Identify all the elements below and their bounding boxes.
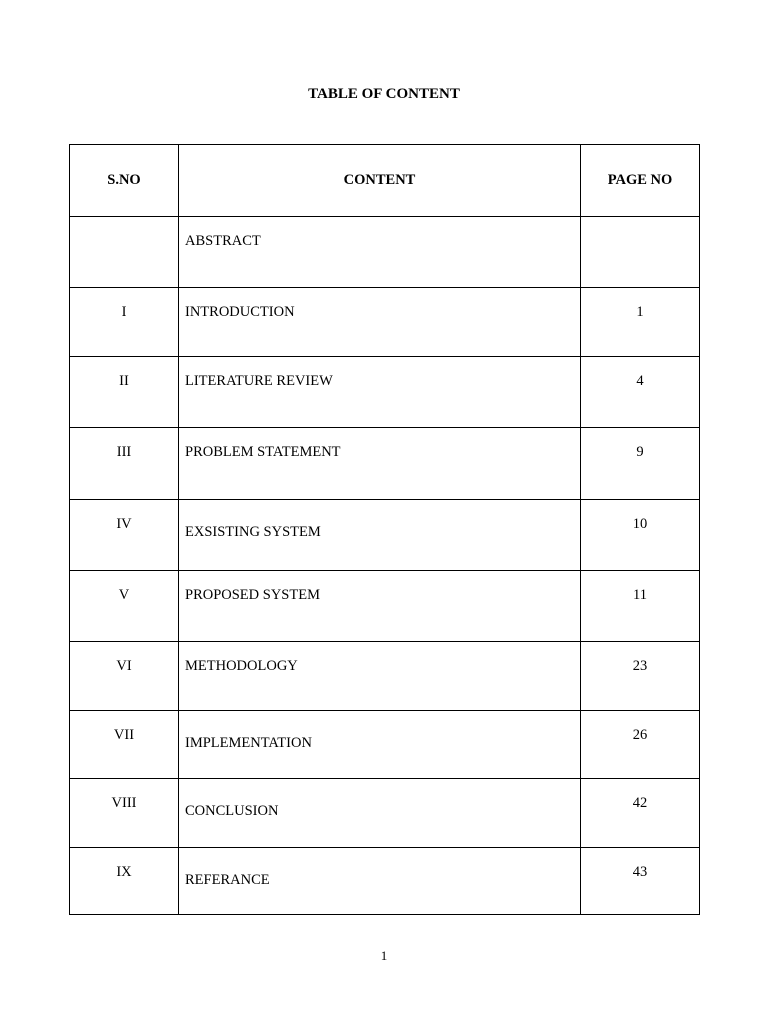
- page-text: [581, 217, 699, 233]
- header-sno: S.NO: [70, 145, 179, 217]
- sno-cell: [70, 217, 179, 288]
- page-cell: [581, 571, 700, 642]
- table-row: [70, 428, 700, 500]
- content-text: PROPOSED SYSTEM: [185, 587, 320, 603]
- content-text: METHODOLOGY: [185, 658, 298, 674]
- content-text: ABSTRACT: [185, 233, 261, 249]
- page-text: 26: [632, 727, 648, 743]
- page-text: 10: [632, 516, 648, 532]
- page-text: 43: [632, 864, 648, 880]
- content-cell: [179, 711, 581, 779]
- content-cell: [179, 217, 581, 288]
- sno-text: I: [121, 304, 127, 320]
- sno-cell: [70, 428, 179, 500]
- sno-text: IV: [116, 516, 132, 532]
- table-row: [70, 500, 700, 571]
- page-text: 42: [632, 795, 648, 811]
- page-cell: [581, 288, 700, 357]
- page-cell: [581, 779, 700, 848]
- sno-cell: [70, 779, 179, 848]
- table-row: [70, 711, 700, 779]
- content-text: INTRODUCTION: [185, 304, 295, 320]
- page-text: 9: [636, 444, 644, 460]
- page-cell: [581, 428, 700, 500]
- sno-cell: [70, 848, 179, 915]
- page-cell: [581, 642, 700, 711]
- document-title: TABLE OF CONTENT: [308, 86, 460, 102]
- page-text: 23: [632, 658, 648, 674]
- sno-cell: [70, 500, 179, 571]
- table-row: [70, 642, 700, 711]
- content-text: PROBLEM STATEMENT: [185, 444, 341, 460]
- content-cell: [179, 642, 581, 711]
- table-row: [70, 357, 700, 428]
- content-cell: [179, 848, 581, 915]
- sno-cell: [70, 642, 179, 711]
- table-row: [70, 571, 700, 642]
- sno-text: II: [119, 373, 129, 389]
- page-text: 4: [636, 373, 644, 389]
- sno-cell: [70, 357, 179, 428]
- content-cell: [179, 500, 581, 571]
- content-cell: [179, 428, 581, 500]
- content-text: REFERANCE: [185, 872, 270, 888]
- header-page-no: PAGE NO: [581, 145, 700, 217]
- page-cell: [581, 848, 700, 915]
- content-text: CONCLUSION: [185, 803, 279, 819]
- content-text: IMPLEMENTATION: [185, 735, 312, 751]
- sno-text: III: [116, 444, 132, 460]
- table-header-row: [70, 145, 700, 217]
- header-content: CONTENT: [179, 145, 581, 217]
- content-cell: [179, 571, 581, 642]
- sno-text: VI: [116, 658, 132, 674]
- sno-cell: [70, 571, 179, 642]
- page-text: 1: [636, 304, 644, 320]
- content-text: LITERATURE REVIEW: [185, 373, 333, 389]
- page-cell: [581, 500, 700, 571]
- page-text: 11: [633, 587, 647, 603]
- content-cell: [179, 357, 581, 428]
- page-cell: [581, 357, 700, 428]
- table-row: [70, 217, 700, 288]
- sno-cell: [70, 711, 179, 779]
- page-cell: [581, 217, 700, 288]
- sno-text: VIII: [111, 795, 137, 811]
- content-cell: [179, 288, 581, 357]
- table-of-contents: [69, 144, 700, 915]
- table-row: [70, 848, 700, 915]
- sno-text: IX: [116, 864, 132, 880]
- sno-text: [70, 217, 178, 233]
- sno-cell: [70, 288, 179, 357]
- content-text: EXSISTING SYSTEM: [185, 524, 321, 540]
- table-row: [70, 288, 700, 357]
- content-cell: [179, 779, 581, 848]
- sno-text: VII: [113, 727, 135, 743]
- table-row: [70, 779, 700, 848]
- sno-text: V: [118, 587, 130, 603]
- page-cell: [581, 711, 700, 779]
- page-number: 1: [380, 948, 388, 963]
